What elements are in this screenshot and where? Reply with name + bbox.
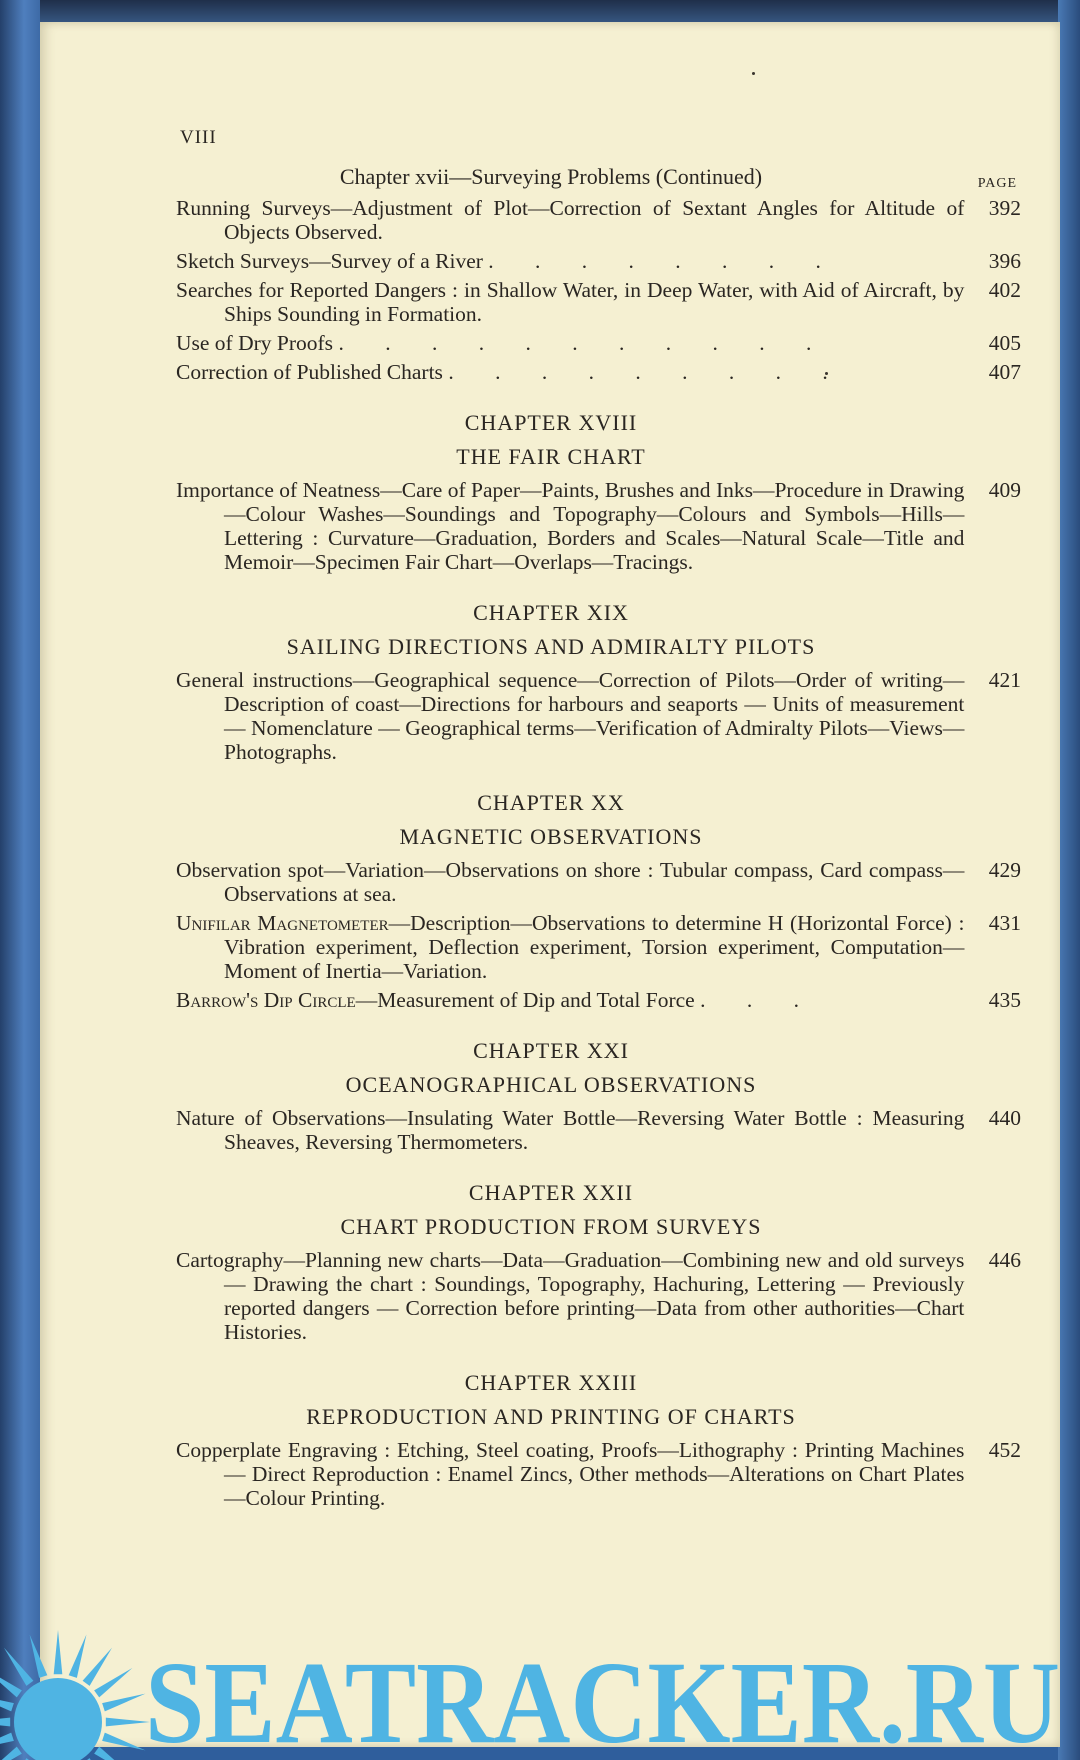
- toc-entry-description: —Measurement of Dip and Total Force: [355, 988, 695, 1012]
- toc-entry-description: Cartography—Planning new charts—Data—Graduation—Combining new and old surveys — Drawing the chart : Soundings, Topography, Hachuring, Lettering — Previously reported dangers — Correction before printing—Data from other authorities—Chart Histories.: [176, 1248, 965, 1344]
- sun-ray: [54, 1630, 63, 1674]
- toc-entry-text: [176, 360, 964, 384]
- toc-page-number: 392: [988, 196, 1021, 220]
- dot-leaders: . . . . . . . . . . .: [338, 331, 830, 355]
- toc-entry-description: Sketch Surveys—Survey of a River: [176, 249, 483, 273]
- toc-page-number: 440: [988, 1106, 1021, 1130]
- chapter-section: [176, 410, 1021, 574]
- sun-ray: [30, 1635, 48, 1678]
- chapter-section: [176, 1370, 1021, 1510]
- toc-entry-text: [176, 1438, 964, 1510]
- sun-disc: [14, 1678, 102, 1760]
- toc-entry: [176, 278, 1021, 326]
- toc-entry-description: Importance of Neatness—Care of Paper—Paints, Brushes and Inks—Procedure in Drawing—Colour Washes—Soundings and Topography—Colours and Symbols—Hills—Lettering : Curvature—Graduation, Borders and Scales—Natural Scale—Title and Memoir—Specimen Fair Chart—Overlaps—Tracings.: [176, 478, 965, 574]
- sun-ray: [0, 1733, 14, 1751]
- book-binding-right: [1058, 0, 1080, 1760]
- toc-page-number: 405: [988, 331, 1021, 355]
- toc-entry: [176, 478, 1021, 574]
- chapter-title: SAILING DIRECTIONS AND ADMIRALTY PILOTS: [286, 634, 816, 659]
- toc-entry-text: [176, 331, 964, 355]
- chapter-number: CHAPTER XVIII: [464, 410, 638, 435]
- chapter-title: CHART PRODUCTION FROM SURVEYS: [340, 1214, 762, 1239]
- toc-entry-description: Running Surveys—Adjustment of Plot—Correction of Sextant Angles for Altitude of Objects Observed.: [176, 196, 965, 244]
- book-binding-top: [0, 0, 1080, 22]
- watermark: [0, 1620, 1080, 1760]
- toc-page-number: 407: [988, 360, 1021, 384]
- chapter-number: CHAPTER XXI: [473, 1038, 629, 1063]
- toc-entry-text: [176, 196, 964, 244]
- chapter-title: OCEANOGRAPHICAL OBSERVATIONS: [345, 1072, 757, 1097]
- sun-ray: [0, 1694, 14, 1712]
- continued-entries: [176, 196, 1021, 384]
- toc-entry: [176, 1438, 1021, 1510]
- toc-entry: [176, 1106, 1021, 1154]
- page-folio: VIII: [180, 127, 217, 148]
- toc-entry: [176, 196, 1021, 244]
- toc-page-number: 435: [988, 988, 1021, 1012]
- toc-entry-text: [176, 911, 964, 983]
- chapter-section: [176, 1038, 1021, 1154]
- toc-entry-description: Correction of Published Charts: [176, 360, 443, 384]
- toc-entry-description: Copperplate Engraving : Etching, Steel coating, Proofs—Lithography : Printing Machines — Direct Reproduction : Enamel Zincs, Other methods—Alterations on Chart Plates—Colour Printing.: [176, 1438, 965, 1510]
- toc-page-number: 446: [988, 1248, 1021, 1272]
- chapter-section: [176, 600, 1021, 764]
- sun-burst-icon: [0, 1630, 150, 1760]
- toc-entry-description: —Description—Observations to determine H (Horizontal Force) : Vibration experiment, Deflection experiment, Torsion experiment, Computation—Moment of Inertia—Variation.: [224, 911, 965, 983]
- dot-leaders: . . .: [700, 988, 817, 1012]
- continued-chapter-header: [176, 162, 1021, 196]
- chapter-section: [176, 1180, 1021, 1344]
- chapter-number: CHAPTER XIX: [473, 600, 629, 625]
- sun-ray: [94, 1747, 132, 1760]
- toc-page-number: 452: [988, 1438, 1021, 1462]
- toc-page-number: 429: [988, 858, 1021, 882]
- toc-entry-heading: Barrow's Dip Circle: [176, 988, 356, 1012]
- toc-page-number: 402: [988, 278, 1021, 302]
- chapter-number: CHAPTER XXIII: [464, 1370, 638, 1395]
- toc-entry: [176, 988, 1021, 1012]
- toc-entry-description: Searches for Reported Dangers : in Shallow Water, in Deep Water, with Aid of Aircraft, by Ships Sounding in Formation.: [176, 278, 965, 326]
- chapter-section: [176, 790, 1021, 1012]
- toc-entry-text: [176, 858, 964, 906]
- toc-entry: [176, 360, 1021, 384]
- toc-entry-description: Observation spot—Variation—Observations on shore : Tubular compass, Card compass—Observations at sea.: [176, 858, 965, 906]
- toc-entry-description: Use of Dry Proofs: [176, 331, 334, 355]
- toc-page-number: 431: [988, 911, 1021, 935]
- sun-ray: [102, 1733, 145, 1751]
- sun-ray: [83, 1648, 112, 1686]
- chapter-number: CHAPTER XX: [477, 790, 625, 815]
- toc-entry-heading: Unifilar Magnetometer: [176, 911, 389, 935]
- dot-leaders: . . . . . . . .: [488, 249, 839, 273]
- toc-entry: [176, 331, 1021, 355]
- sun-ray: [0, 1718, 10, 1727]
- book-binding-left: [0, 0, 40, 1760]
- toc-entry-description: Nature of Observations—Insulating Water Bottle—Reversing Water Bottle : Measuring Sheaves, Reversing Thermometers.: [176, 1106, 965, 1154]
- toc-entry-text: [176, 1248, 964, 1344]
- toc-entry: [176, 249, 1021, 273]
- chapter-title: REPRODUCTION AND PRINTING OF CHARTS: [306, 1404, 796, 1429]
- continued-chapter-title: Chapter xvii—Surveying Problems (Continued): [339, 164, 763, 189]
- sun-ray: [0, 1747, 22, 1760]
- toc-entry: [176, 858, 1021, 906]
- dot-leaders: . . . . . . . . .: [448, 360, 846, 384]
- toc-page-number: 421: [988, 668, 1021, 692]
- toc-entry-text: [176, 478, 964, 574]
- toc-entry-text: [176, 1106, 964, 1154]
- chapter-list: [176, 410, 1021, 1510]
- table-of-contents: [176, 162, 1021, 1515]
- toc-entry: [176, 911, 1021, 983]
- chapter-title: MAGNETIC OBSERVATIONS: [399, 824, 703, 849]
- toc-entry: [176, 1248, 1021, 1344]
- chapter-title: THE FAIR CHART: [456, 444, 646, 469]
- toc-entry-text: [176, 668, 964, 764]
- sun-ray: [106, 1718, 150, 1727]
- sun-ray: [102, 1694, 145, 1712]
- toc-entry-text: [176, 278, 964, 326]
- watermark-text: SEATRACKER.RU: [145, 1637, 1060, 1760]
- chapter-number: CHAPTER XXII: [468, 1180, 634, 1205]
- toc-entry-text: [176, 249, 964, 273]
- toc-entry-text: [176, 988, 964, 1012]
- toc-page-number: 396: [988, 249, 1021, 273]
- paper-speck: [752, 72, 755, 75]
- toc-entry: [176, 668, 1021, 764]
- sun-ray: [94, 1668, 132, 1697]
- toc-entry-description: General instructions—Geographical sequence—Correction of Pilots—Order of writing—Description of coast—Directions for harbours and seaports — Units of measurement — Nomenclature — Geographical terms—Verification of Admiralty Pilots—Views—Photographs.: [176, 668, 965, 764]
- sun-ray: [4, 1648, 33, 1686]
- page-column-label: PAGE: [977, 176, 1017, 191]
- book-page: [40, 22, 1060, 1747]
- toc-page-number: 409: [988, 478, 1021, 502]
- sun-ray: [69, 1635, 87, 1678]
